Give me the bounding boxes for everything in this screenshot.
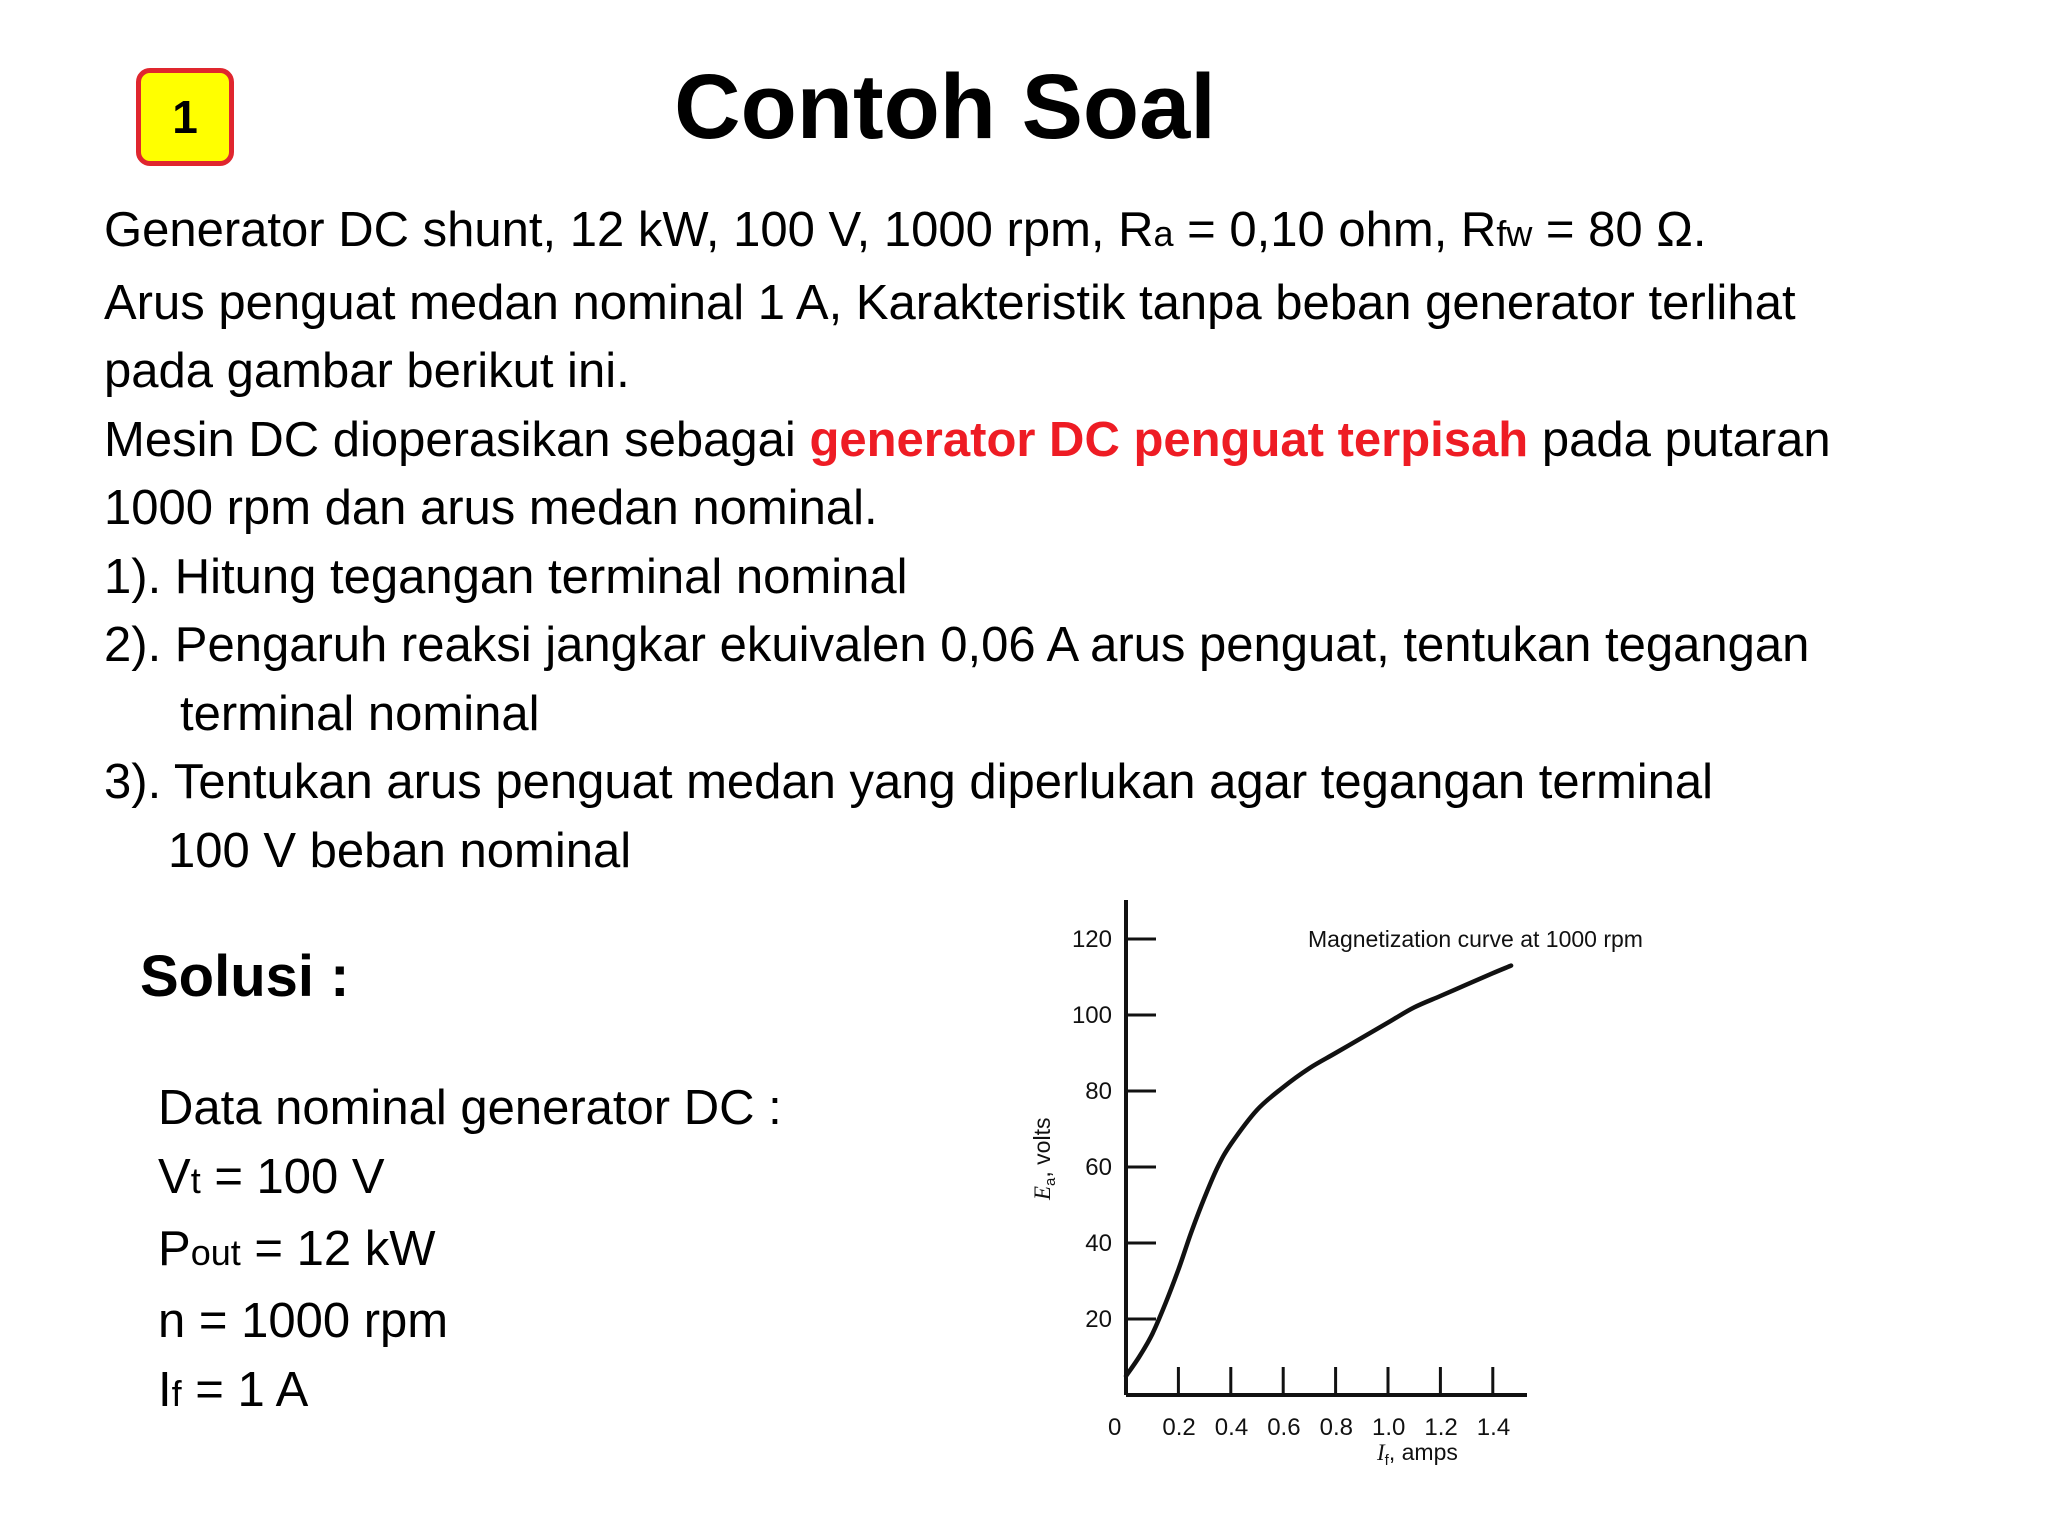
- solution-heading: Solusi :: [140, 944, 350, 1009]
- chart-title: Magnetization curve at 1000 rpm: [1308, 926, 1643, 952]
- question-2-cont: terminal nominal: [180, 686, 540, 741]
- subscript-a: a: [1153, 213, 1174, 254]
- x-tick-label: 0: [1108, 1414, 1122, 1441]
- question-2: 2). Pengaruh reaksi jangkar ekuivalen 0,06 A arus penguat, tentukan tegangan: [104, 618, 1810, 672]
- chart-ticks: [1072, 926, 1510, 1441]
- y-tick-label: 40: [1085, 1230, 1112, 1257]
- nominal-vt: Vt = 100 V: [158, 1150, 385, 1204]
- y-tick-label: 20: [1085, 1306, 1112, 1333]
- x-tick-label: 0.6: [1267, 1414, 1301, 1441]
- x-tick-label: 1.0: [1372, 1414, 1406, 1441]
- nominal-n: n = 1000 rpm: [158, 1294, 449, 1348]
- y-tick-label: 80: [1085, 1078, 1112, 1105]
- question-3-cont: 100 V beban nominal: [168, 823, 632, 878]
- x-tick-label: 1.4: [1476, 1414, 1511, 1441]
- x-tick-label: 0.2: [1162, 1414, 1196, 1441]
- chart-axes: [1126, 900, 1527, 1395]
- magnetization-curve: [1126, 966, 1511, 1376]
- problem-line-4: Mesin DC dioperasikan sebagai generator DC penguat terpisah pada putaran: [104, 412, 1831, 467]
- slide-number: 1: [172, 91, 198, 143]
- nominal-heading: Data nominal generator DC :: [158, 1081, 782, 1135]
- problem-line-3: pada gambar berikut ini.: [104, 344, 630, 398]
- nominal-data: [158, 1074, 782, 1428]
- y-tick-label: 60: [1085, 1154, 1112, 1181]
- subscript-fw: fw: [1496, 213, 1533, 254]
- problem-statement: [104, 196, 1984, 885]
- y-tick-label: 120: [1071, 926, 1112, 953]
- x-axis-label: $I_f$, amps: [1377, 1439, 1458, 1469]
- x-tick-label: 1.2: [1424, 1414, 1458, 1441]
- problem-line-5: 1000 rpm dan arus medan nominal.: [104, 481, 878, 535]
- problem-line-1: Generator DC shunt, 12 kW, 100 V, 1000 rpm, Ra = 0,10 ohm, Rfw = 80 Ω.: [104, 203, 1707, 257]
- highlight-text: generator DC penguat terpisah: [809, 412, 1529, 467]
- x-tick-label: 0.4: [1214, 1414, 1249, 1441]
- nominal-if: If = 1 A: [158, 1363, 309, 1417]
- y-tick-label: 100: [1071, 1002, 1112, 1029]
- question-1: 1). Hitung tegangan terminal nominal: [104, 549, 908, 604]
- slide-title: Contoh Soal: [674, 56, 1216, 158]
- nominal-pout: Pout = 12 kW: [158, 1222, 436, 1276]
- x-tick-label: 0.8: [1319, 1414, 1353, 1441]
- question-3: 3). Tentukan arus penguat medan yang diperlukan agar tegangan terminal: [104, 755, 1714, 809]
- magnetization-chart: [1000, 870, 1760, 1480]
- y-axis-label: $E_a$, volts: [1029, 1117, 1059, 1200]
- problem-line-2: Arus penguat medan nominal 1 A, Karakteristik tanpa beban generator terlihat: [104, 275, 1796, 330]
